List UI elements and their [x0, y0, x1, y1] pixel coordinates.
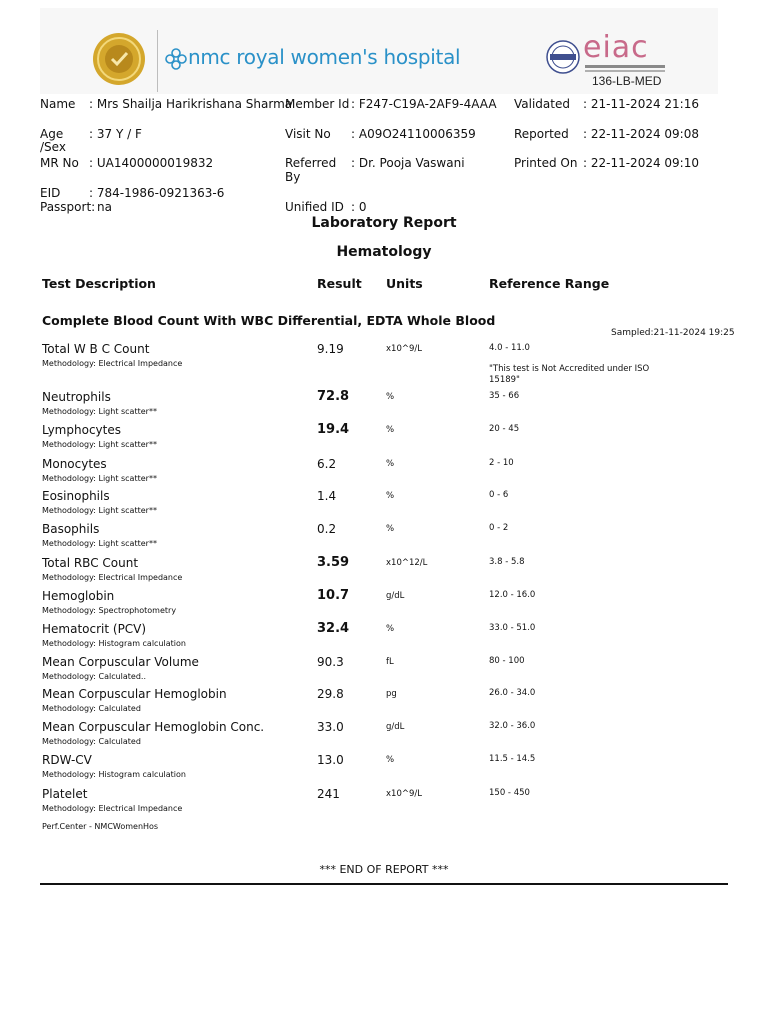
- nmc-flower-icon: [165, 48, 187, 70]
- printed-label: Printed On: [514, 156, 578, 170]
- member-id-value: : F247-C19A-2AF9-4AAA: [351, 97, 497, 111]
- age-sex-value: : 37 Y / F: [89, 127, 142, 141]
- test-name: Lymphocytes: [42, 423, 121, 437]
- unified-id-value: : 0: [351, 200, 367, 214]
- test-reference-range: 32.0 - 36.0: [489, 721, 536, 731]
- test-methodology: Methodology: Spectrophotometry: [42, 606, 177, 615]
- test-result: 241: [317, 787, 340, 801]
- hospital-name: nmc royal women's hospital: [188, 45, 461, 69]
- test-result: 1.4: [317, 489, 337, 503]
- validated-label: Validated: [514, 97, 570, 111]
- eid-value: : 784-1986-0921363-6: [89, 186, 225, 200]
- test-name: Total W B C Count: [42, 342, 150, 356]
- test-unit: x10^9/L: [386, 344, 422, 354]
- column-header-units: Units: [386, 276, 423, 291]
- test-methodology: Methodology: Electrical Impedance: [42, 573, 183, 582]
- mrn-value: : UA1400000019832: [89, 156, 214, 170]
- section-title: Hematology: [336, 244, 432, 260]
- test-reference-range: 33.0 - 51.0: [489, 623, 536, 633]
- test-unit: g/dL: [386, 591, 405, 601]
- test-methodology: Methodology: Light scatter**: [42, 440, 157, 449]
- test-result: 32.4: [317, 621, 350, 636]
- test-reference-range: 4.0 - 11.0: [489, 343, 530, 353]
- name-label: Name: [40, 97, 76, 111]
- logo-divider: [157, 30, 158, 92]
- report-title: Laboratory Report: [311, 215, 457, 231]
- patient-name: : Mrs Shailja Harikrishana Sharma: [89, 97, 293, 111]
- accreditation-seal-icon: [92, 32, 146, 86]
- test-result: 6.2: [317, 457, 337, 471]
- age-label: Age: [40, 127, 64, 141]
- test-result: 33.0: [317, 720, 344, 734]
- test-unit: g/dL: [386, 722, 405, 732]
- test-methodology: Methodology: Calculated..: [42, 672, 147, 681]
- test-methodology: Methodology: Calculated: [42, 737, 141, 746]
- test-unit: x10^9/L: [386, 789, 422, 799]
- test-unit: %: [386, 755, 395, 765]
- test-name: Total RBC Count: [42, 556, 139, 570]
- test-name: Neutrophils: [42, 390, 111, 404]
- eid-label: EID: [40, 186, 61, 200]
- test-result: 90.3: [317, 655, 344, 669]
- test-name: Hemoglobin: [42, 589, 115, 603]
- referred-by-label: By: [285, 170, 301, 184]
- test-result: 3.59: [317, 555, 350, 570]
- eiac-arabic-line: [585, 65, 665, 68]
- test-methodology: Methodology: Histogram calculation: [42, 770, 186, 779]
- test-unit: %: [386, 459, 395, 469]
- test-reference-range: 80 - 100: [489, 656, 525, 666]
- test-methodology: Methodology: Electrical Impedance: [42, 359, 183, 368]
- test-unit: %: [386, 524, 395, 534]
- test-result: 9.19: [317, 342, 344, 356]
- test-unit: %: [386, 392, 395, 402]
- test-name: Basophils: [42, 522, 100, 536]
- validated-value: : 21-11-2024 21:16: [583, 97, 699, 111]
- referred-by-value: : Dr. Pooja Vaswani: [351, 156, 465, 170]
- column-header-result: Result: [317, 276, 362, 291]
- passport-value: na: [97, 200, 112, 214]
- test-result: 19.4: [317, 422, 350, 437]
- printed-value: : 22-11-2024 09:10: [583, 156, 699, 170]
- test-reference-range: 0 - 6: [489, 490, 509, 500]
- unified-id-label: Unified ID: [285, 200, 344, 214]
- performing-center: Perf.Center - NMCWomenHos: [42, 822, 159, 831]
- passport-label: Passport:: [40, 200, 96, 214]
- test-name: Monocytes: [42, 457, 107, 471]
- accreditation-note: "This test is Not Accredited under ISO 15189": [489, 364, 650, 385]
- test-methodology: Methodology: Light scatter**: [42, 407, 157, 416]
- test-result: 10.7: [317, 588, 350, 603]
- test-reference-range: 12.0 - 16.0: [489, 590, 536, 600]
- ibac-mra-icon: [546, 40, 580, 74]
- member-id-label: Member Id: [285, 97, 350, 111]
- test-methodology: Methodology: Calculated: [42, 704, 141, 713]
- test-name: RDW-CV: [42, 753, 92, 767]
- column-header-test: Test Description: [42, 276, 156, 291]
- test-unit: x10^12/L: [386, 558, 428, 568]
- test-reference-range: 3.8 - 5.8: [489, 557, 525, 567]
- test-reference-range: 35 - 66: [489, 391, 520, 401]
- referred-label: Referred: [285, 156, 337, 170]
- test-unit: %: [386, 624, 395, 634]
- end-of-report: *** END OF REPORT ***: [319, 863, 449, 876]
- test-reference-range: 20 - 45: [489, 424, 520, 434]
- sampled-timestamp: Sampled:21-11-2024 19:25: [611, 328, 735, 338]
- visit-no-label: Visit No: [285, 127, 331, 141]
- test-unit: %: [386, 491, 395, 501]
- test-name: Mean Corpuscular Hemoglobin: [42, 687, 227, 701]
- test-reference-range: 11.5 - 14.5: [489, 754, 536, 764]
- test-unit: pg: [386, 689, 397, 699]
- test-result: 0.2: [317, 522, 337, 536]
- panel-title: Complete Blood Count With WBC Differential, EDTA Whole Blood: [42, 313, 496, 328]
- test-methodology: Methodology: Electrical Impedance: [42, 804, 183, 813]
- test-methodology: Methodology: Light scatter**: [42, 539, 157, 548]
- reported-label: Reported: [514, 127, 569, 141]
- test-result: 29.8: [317, 687, 344, 701]
- test-reference-range: 0 - 2: [489, 523, 509, 533]
- test-reference-range: 2 - 10: [489, 458, 514, 468]
- test-methodology: Methodology: Light scatter**: [42, 474, 157, 483]
- test-methodology: Methodology: Light scatter**: [42, 506, 157, 515]
- visit-no-value: : A09O24110006359: [351, 127, 476, 141]
- reported-value: : 22-11-2024 09:08: [583, 127, 699, 141]
- accreditation-code: 136-LB-MED: [592, 74, 662, 88]
- test-name: Mean Corpuscular Volume: [42, 655, 199, 669]
- bottom-rule: [40, 883, 728, 885]
- eiac-subtitle-line: [585, 70, 665, 72]
- test-reference-range: 150 - 450: [489, 788, 530, 798]
- test-name: Eosinophils: [42, 489, 110, 503]
- test-result: 72.8: [317, 389, 350, 404]
- mrn-label: MR No: [40, 156, 79, 170]
- test-name: Platelet: [42, 787, 88, 801]
- test-result: 13.0: [317, 753, 344, 767]
- eiac-logo-text: eiac: [583, 30, 649, 65]
- test-reference-range: 26.0 - 34.0: [489, 688, 536, 698]
- test-name: Mean Corpuscular Hemoglobin Conc.: [42, 720, 265, 734]
- sex-label: /Sex: [40, 140, 66, 154]
- test-methodology: Methodology: Histogram calculation: [42, 639, 186, 648]
- test-unit: %: [386, 425, 395, 435]
- test-name: Hematocrit (PCV): [42, 622, 147, 636]
- column-header-reference: Reference Range: [489, 276, 610, 291]
- test-unit: fL: [386, 657, 394, 667]
